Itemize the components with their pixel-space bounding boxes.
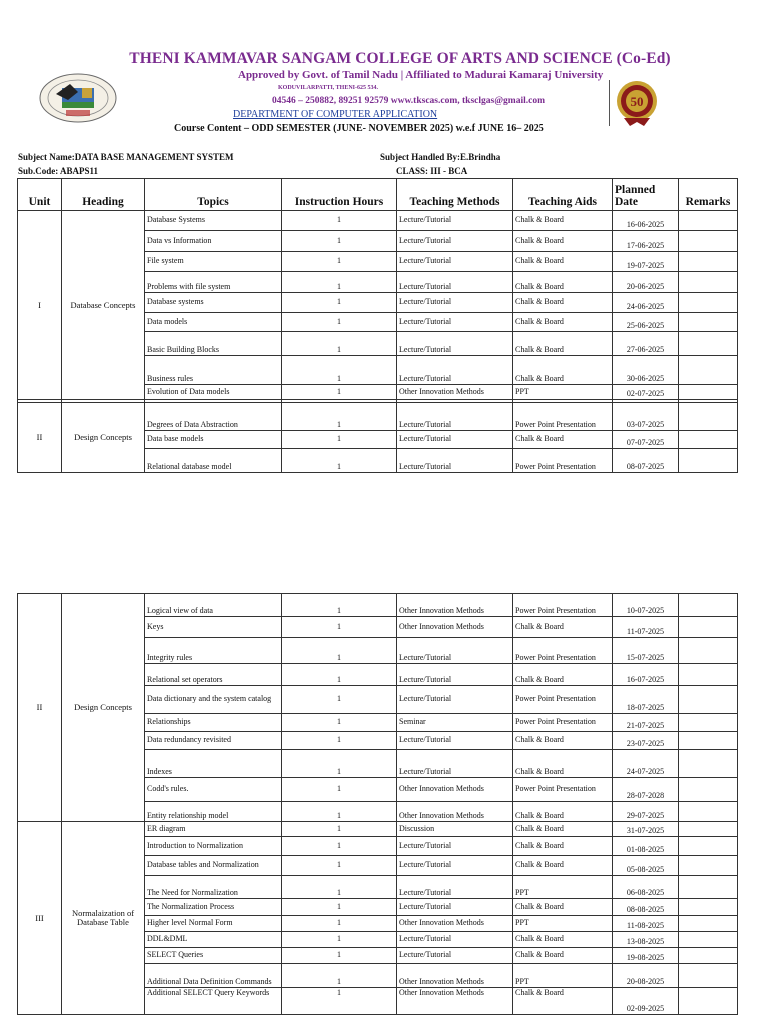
table-row xyxy=(18,822,738,837)
col-header-methods: Teaching Methods xyxy=(397,179,513,211)
method-cell: Seminar xyxy=(397,714,513,732)
hours-cell: 1 xyxy=(282,856,397,876)
hours-cell: 1 xyxy=(282,356,397,385)
remarks-cell xyxy=(679,293,738,313)
col-header-remarks: Remarks xyxy=(679,179,738,211)
heading-cell: Database Concepts xyxy=(62,211,145,400)
planned-date-cell: 23-07-2025 xyxy=(613,732,679,750)
hours-cell: 1 xyxy=(282,714,397,732)
remarks-cell xyxy=(679,252,738,272)
method-cell: Lecture/Tutorial xyxy=(397,356,513,385)
topic-cell: Database systems xyxy=(145,293,282,313)
aid-cell: Power Point Presentation xyxy=(513,403,613,431)
hours-cell: 1 xyxy=(282,332,397,356)
aid-cell: Power Point Presentation xyxy=(513,778,613,802)
fifty-years-badge-icon xyxy=(616,78,658,128)
remarks-cell xyxy=(679,403,738,431)
planned-date-cell: 10-07-2025 xyxy=(613,594,679,617)
college-emblem-icon xyxy=(38,72,118,124)
hours-cell: 1 xyxy=(282,988,397,1015)
planned-date-cell: 16-06-2025 xyxy=(613,211,679,231)
hours-cell: 1 xyxy=(282,948,397,964)
planned-date-cell: 13-08-2025 xyxy=(613,932,679,948)
planned-date-cell: 07-07-2025 xyxy=(613,431,679,449)
method-cell: Lecture/Tutorial xyxy=(397,856,513,876)
aid-cell: Chalk & Board xyxy=(513,802,613,822)
badge-number: 50 xyxy=(630,94,644,109)
hours-cell: 1 xyxy=(282,822,397,837)
aid-cell: Chalk & Board xyxy=(513,431,613,449)
aid-cell: Chalk & Board xyxy=(513,313,613,332)
hours-cell: 1 xyxy=(282,802,397,822)
remarks-cell xyxy=(679,231,738,252)
method-cell: Other Innovation Methods xyxy=(397,778,513,802)
document-header xyxy=(0,0,768,150)
method-cell: Lecture/Tutorial xyxy=(397,403,513,431)
remarks-cell xyxy=(679,964,738,988)
subject-handled-by: Subject Handled By:E.Brindha xyxy=(380,152,501,162)
remarks-cell xyxy=(679,778,738,802)
remarks-cell xyxy=(679,802,738,822)
hours-cell: 1 xyxy=(282,594,397,617)
aid-cell: Chalk & Board xyxy=(513,211,613,231)
aid-cell: Chalk & Board xyxy=(513,664,613,686)
topic-cell: Keys xyxy=(145,617,282,638)
class-name: CLASS: III - BCA xyxy=(396,166,468,176)
hours-cell: 1 xyxy=(282,431,397,449)
aid-cell: Chalk & Board xyxy=(513,252,613,272)
aid-cell: PPT xyxy=(513,385,613,400)
method-cell: Other Innovation Methods xyxy=(397,617,513,638)
college-name: THENI KAMMAVAR SANGAM COLLEGE OF ARTS AND SCIENCE (Co-Ed) xyxy=(129,50,671,67)
col-header-topics: Topics xyxy=(145,179,282,211)
remarks-cell xyxy=(679,876,738,899)
planned-date-cell: 08-07-2025 xyxy=(613,449,679,473)
heading-cell: Normalaization of Database Table xyxy=(62,822,145,1015)
hours-cell: 1 xyxy=(282,732,397,750)
aid-cell: Power Point Presentation xyxy=(513,714,613,732)
heading-cell: Design Concepts xyxy=(62,403,145,473)
hours-cell: 1 xyxy=(282,313,397,332)
hours-cell: 1 xyxy=(282,638,397,664)
topic-cell: Database Systems xyxy=(145,211,282,231)
aid-cell: Power Point Presentation xyxy=(513,638,613,664)
method-cell: Lecture/Tutorial xyxy=(397,211,513,231)
topic-cell: Relationships xyxy=(145,714,282,732)
course-plan-table-2 xyxy=(17,593,738,1015)
planned-date-cell: 03-07-2025 xyxy=(613,403,679,431)
subject-code: Sub.Code: ABAPS11 xyxy=(18,166,99,176)
planned-date-cell: 24-07-2025 xyxy=(613,750,679,778)
planned-date-cell: 02-07-2025 xyxy=(613,385,679,400)
planned-date-cell: 31-07-2025 xyxy=(613,822,679,837)
method-cell: Other Innovation Methods xyxy=(397,964,513,988)
table-row xyxy=(18,403,738,431)
topic-cell: Codd's rules. xyxy=(145,778,282,802)
remarks-cell xyxy=(679,856,738,876)
hours-cell: 1 xyxy=(282,385,397,400)
hours-cell: 1 xyxy=(282,231,397,252)
topic-cell: Data base models xyxy=(145,431,282,449)
hours-cell: 1 xyxy=(282,403,397,431)
remarks-cell xyxy=(679,356,738,385)
aid-cell: Chalk & Board xyxy=(513,856,613,876)
planned-date-cell: 01-08-2025 xyxy=(613,837,679,856)
method-cell: Lecture/Tutorial xyxy=(397,932,513,948)
planned-date-cell: 15-07-2025 xyxy=(613,638,679,664)
planned-date-cell: 08-08-2025 xyxy=(613,899,679,916)
planned-date-cell: 28-07-2028 xyxy=(613,778,679,802)
heading-cell: Design Concepts xyxy=(62,594,145,822)
aid-cell: Chalk & Board xyxy=(513,948,613,964)
hours-cell: 1 xyxy=(282,664,397,686)
planned-date-cell: 11-07-2025 xyxy=(613,617,679,638)
approval-line: Approved by Govt. of Tamil Nadu | Affiliated to Madurai Kamaraj University xyxy=(238,69,604,81)
topic-cell: Indexes xyxy=(145,750,282,778)
topic-cell: Database tables and Normalization xyxy=(145,856,282,876)
hours-cell: 1 xyxy=(282,449,397,473)
topic-cell: Relational database model xyxy=(145,449,282,473)
course-content-line: Course Content – ODD SEMESTER (JUNE- NOVEMBER 2025) w.e.f JUNE 16– 2025 xyxy=(174,123,544,134)
topic-cell: The Need for Normalization xyxy=(145,876,282,899)
topic-cell: Additional SELECT Query Keywords xyxy=(145,988,282,1015)
aid-cell: Chalk & Board xyxy=(513,732,613,750)
method-cell: Lecture/Tutorial xyxy=(397,686,513,714)
remarks-cell xyxy=(679,932,738,948)
topic-cell: Introduction to Normalization xyxy=(145,837,282,856)
planned-date-cell: 21-07-2025 xyxy=(613,714,679,732)
topic-cell: Data vs Information xyxy=(145,231,282,252)
planned-date-cell: 02-09-2025 xyxy=(613,988,679,1015)
planned-date-cell: 19-08-2025 xyxy=(613,948,679,964)
topic-cell: SELECT Queries xyxy=(145,948,282,964)
aid-cell: Chalk & Board xyxy=(513,822,613,837)
college-address: KODUVILARPATTI, THENI-625 534. xyxy=(278,85,379,91)
hours-cell: 1 xyxy=(282,617,397,638)
method-cell: Lecture/Tutorial xyxy=(397,252,513,272)
topic-cell: Entity relationship model xyxy=(145,802,282,822)
remarks-cell xyxy=(679,899,738,916)
planned-date-cell: 17-06-2025 xyxy=(613,231,679,252)
method-cell: Lecture/Tutorial xyxy=(397,313,513,332)
remarks-cell xyxy=(679,431,738,449)
aid-cell: Chalk & Board xyxy=(513,988,613,1015)
topic-cell: Degrees of Data Abstraction xyxy=(145,403,282,431)
method-cell: Other Innovation Methods xyxy=(397,594,513,617)
method-cell: Lecture/Tutorial xyxy=(397,750,513,778)
topic-cell: Data dictionary and the system catalog xyxy=(145,686,282,714)
aid-cell: PPT xyxy=(513,876,613,899)
subject-name: Subject Name:DATA BASE MANAGEMENT SYSTEM xyxy=(18,152,234,162)
hours-cell: 1 xyxy=(282,293,397,313)
method-cell: Lecture/Tutorial xyxy=(397,837,513,856)
topic-cell: Relational set operators xyxy=(145,664,282,686)
hours-cell: 1 xyxy=(282,899,397,916)
hours-cell: 1 xyxy=(282,750,397,778)
remarks-cell xyxy=(679,837,738,856)
col-header-hours: Instruction Hours xyxy=(282,179,397,211)
aid-cell: Chalk & Board xyxy=(513,899,613,916)
department-name: DEPARTMENT OF COMPUTER APPLICATION xyxy=(233,109,438,120)
planned-date-cell: 20-08-2025 xyxy=(613,964,679,988)
remarks-cell xyxy=(679,750,738,778)
planned-date-cell: 25-06-2025 xyxy=(613,313,679,332)
method-cell: Lecture/Tutorial xyxy=(397,899,513,916)
hours-cell: 1 xyxy=(282,964,397,988)
planned-date-cell: 20-06-2025 xyxy=(613,272,679,293)
aid-cell: Power Point Presentation xyxy=(513,686,613,714)
aid-cell: Chalk & Board xyxy=(513,617,613,638)
table-row xyxy=(18,594,738,617)
remarks-cell xyxy=(679,385,738,400)
method-cell: Other Innovation Methods xyxy=(397,385,513,400)
method-cell: Discussion xyxy=(397,822,513,837)
col-header-planned-date: Planned Date xyxy=(613,179,679,211)
planned-date-cell: 24-06-2025 xyxy=(613,293,679,313)
method-cell: Lecture/Tutorial xyxy=(397,332,513,356)
hours-cell: 1 xyxy=(282,686,397,714)
remarks-cell xyxy=(679,449,738,473)
hours-cell: 1 xyxy=(282,778,397,802)
planned-date-cell: 18-07-2025 xyxy=(613,686,679,714)
remarks-cell xyxy=(679,594,738,617)
planned-date-cell: 06-08-2025 xyxy=(613,876,679,899)
planned-date-cell: 29-07-2025 xyxy=(613,802,679,822)
planned-date-cell: 30-06-2025 xyxy=(613,356,679,385)
table-row xyxy=(18,211,738,231)
unit-cell: II xyxy=(18,403,62,473)
method-cell: Other Innovation Methods xyxy=(397,916,513,932)
remarks-cell xyxy=(679,638,738,664)
hours-cell: 1 xyxy=(282,211,397,231)
hours-cell: 1 xyxy=(282,876,397,899)
method-cell: Lecture/Tutorial xyxy=(397,293,513,313)
header-divider xyxy=(609,80,610,126)
col-header-heading: Heading xyxy=(62,179,145,211)
aid-cell: Chalk & Board xyxy=(513,293,613,313)
remarks-cell xyxy=(679,714,738,732)
table-header-row xyxy=(18,179,738,211)
topic-cell: Evolution of Data models xyxy=(145,385,282,400)
remarks-cell xyxy=(679,313,738,332)
topic-cell: The Normalization Process xyxy=(145,899,282,916)
method-cell: Lecture/Tutorial xyxy=(397,431,513,449)
unit-cell: I xyxy=(18,211,62,400)
planned-date-cell: 05-08-2025 xyxy=(613,856,679,876)
method-cell: Lecture/Tutorial xyxy=(397,231,513,252)
aid-cell: Chalk & Board xyxy=(513,272,613,293)
aid-cell: Chalk & Board xyxy=(513,356,613,385)
remarks-cell xyxy=(679,988,738,1015)
method-cell: Lecture/Tutorial xyxy=(397,638,513,664)
contact-line[interactable]: 04546 – 250882, 89251 92579 www.tkscas.com, tksclgas@gmail.com xyxy=(272,96,545,106)
aid-cell: Chalk & Board xyxy=(513,837,613,856)
aid-cell: Power Point Presentation xyxy=(513,594,613,617)
topic-cell: Business rules xyxy=(145,356,282,385)
col-header-unit: Unit xyxy=(18,179,62,211)
method-cell: Lecture/Tutorial xyxy=(397,732,513,750)
method-cell: Lecture/Tutorial xyxy=(397,664,513,686)
col-header-aids: Teaching Aids xyxy=(513,179,613,211)
hours-cell: 1 xyxy=(282,837,397,856)
aid-cell: Chalk & Board xyxy=(513,332,613,356)
topic-cell: Higher level Normal Form xyxy=(145,916,282,932)
remarks-cell xyxy=(679,211,738,231)
remarks-cell xyxy=(679,272,738,293)
method-cell: Other Innovation Methods xyxy=(397,802,513,822)
remarks-cell xyxy=(679,686,738,714)
course-plan-table-1 xyxy=(17,178,738,473)
aid-cell: Chalk & Board xyxy=(513,750,613,778)
aid-cell: Chalk & Board xyxy=(513,932,613,948)
remarks-cell xyxy=(679,822,738,837)
aid-cell: Chalk & Board xyxy=(513,231,613,252)
planned-date-cell: 16-07-2025 xyxy=(613,664,679,686)
aid-cell: PPT xyxy=(513,964,613,988)
method-cell: Lecture/Tutorial xyxy=(397,948,513,964)
topic-cell: Data models xyxy=(145,313,282,332)
hours-cell: 1 xyxy=(282,932,397,948)
aid-cell: Power Point Presentation xyxy=(513,449,613,473)
remarks-cell xyxy=(679,664,738,686)
remarks-cell xyxy=(679,948,738,964)
remarks-cell xyxy=(679,916,738,932)
aid-cell: PPT xyxy=(513,916,613,932)
hours-cell: 1 xyxy=(282,252,397,272)
unit-cell: II xyxy=(18,594,62,822)
method-cell: Other Innovation Methods xyxy=(397,988,513,1015)
remarks-cell xyxy=(679,617,738,638)
topic-cell: Data redundancy revisited xyxy=(145,732,282,750)
topic-cell: Additional Data Definition Commands xyxy=(145,964,282,988)
topic-cell: ER diagram xyxy=(145,822,282,837)
hours-cell: 1 xyxy=(282,272,397,293)
method-cell: Lecture/Tutorial xyxy=(397,876,513,899)
topic-cell: Integrity rules xyxy=(145,638,282,664)
topic-cell: Logical view of data xyxy=(145,594,282,617)
planned-date-cell: 11-08-2025 xyxy=(613,916,679,932)
planned-date-cell: 27-06-2025 xyxy=(613,332,679,356)
topic-cell: DDL&DML xyxy=(145,932,282,948)
remarks-cell xyxy=(679,332,738,356)
planned-date-cell: 19-07-2025 xyxy=(613,252,679,272)
method-cell: Lecture/Tutorial xyxy=(397,272,513,293)
topic-cell: File system xyxy=(145,252,282,272)
unit-cell: III xyxy=(18,822,62,1015)
hours-cell: 1 xyxy=(282,916,397,932)
topic-cell: Basic Building Blocks xyxy=(145,332,282,356)
method-cell: Lecture/Tutorial xyxy=(397,449,513,473)
topic-cell: Problems with file system xyxy=(145,272,282,293)
remarks-cell xyxy=(679,732,738,750)
